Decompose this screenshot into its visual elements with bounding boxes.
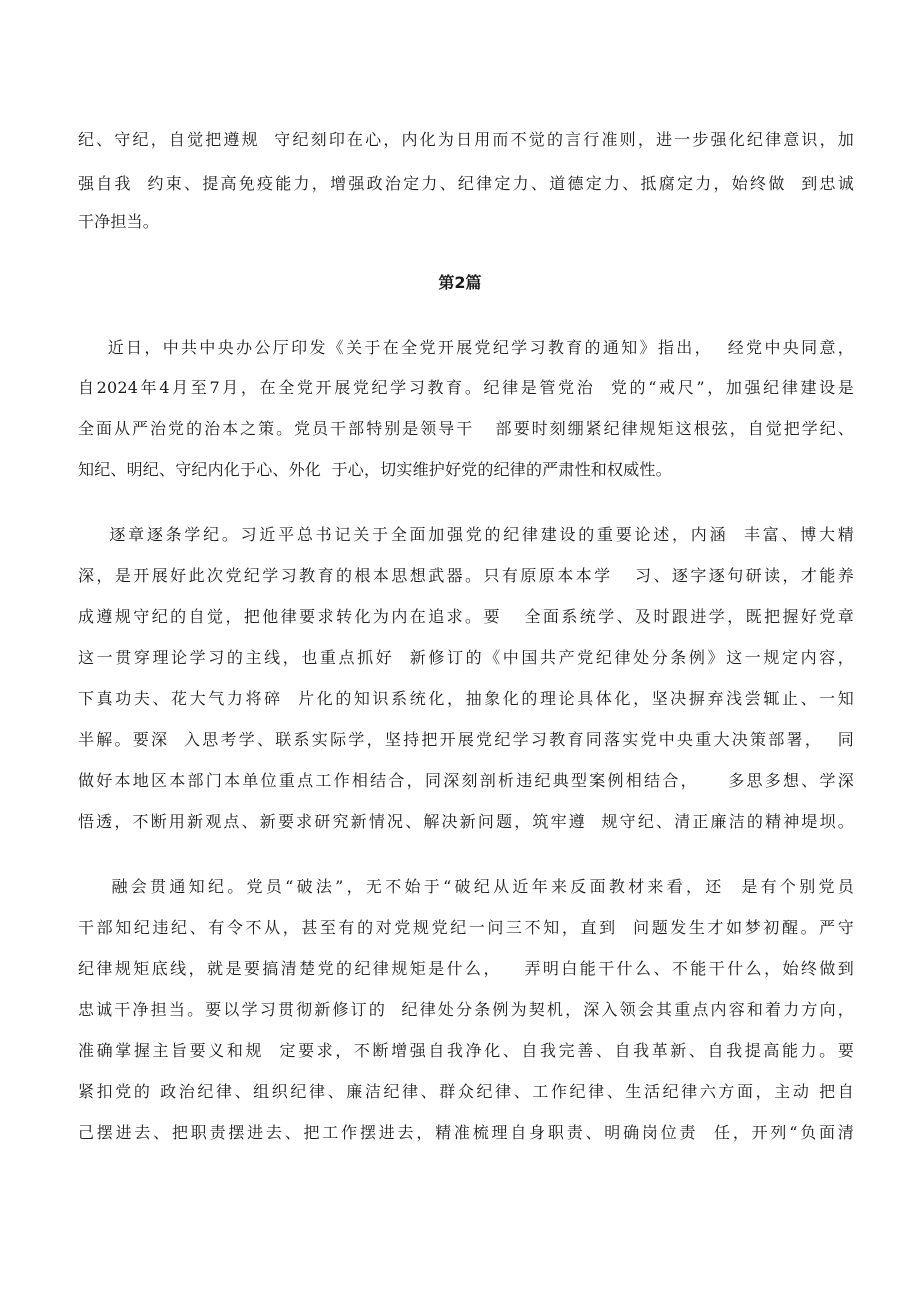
paragraph-1-line-2: 自2024年4月至7月，在全党开展党纪学习教育。纪律是管党治 党的“戒尺”，加强纪律建设是: [78, 378, 854, 397]
paragraph-2-line-5: 下真功夫、花大气力将碎 片化的知识系统化，抽象化的理论具体化，坚决摒弃浅尝辄止、一知: [78, 689, 854, 708]
paragraph-2-line-3: 成遵规守纪的自觉，把他律要求转化为内在追求。要 全面系统学、及时跟进学，既把握好党章: [78, 607, 854, 626]
paragraph-2-line-1: 逐章逐条学纪。习近平总书记关于全面加强党的纪律建设的重要论述，内涵 丰富、博大精: [78, 525, 854, 544]
paragraph-3-line-5: 准确掌握主旨要义和规 定要求，不断增强自我净化、自我完善、自我革新、自我提高能力。要: [78, 1041, 854, 1060]
intro-line-2: 强自我 约束、提高免疫能力，增强政治定力、纪律定力、道德定力、抵腐定力，始终做 到忠诚: [78, 174, 854, 193]
intro-line-3: 干净担当。: [78, 212, 160, 231]
paragraph-2-line-6: 半解。要深 入思考学、联系实际学，坚持把开展党纪学习教育同落实党中央重大决策部署， 同: [78, 730, 854, 749]
paragraph-2-line-2: 深，是开展好此次党纪学习教育的根本思想武器。只有原原本本学 习、逐字逐句研读，才能养: [78, 566, 854, 585]
paragraph-2-line-8: 悟透，不断用新观点、新要求研究新情况、解决新问题，筑牢遵 规守纪、清正廉洁的精神堤坝。: [78, 812, 854, 831]
paragraph-3-line-1: 融会贯通知纪。党员“破法”，无不始于“破纪从近年来反面教材来看，还 是有个别党员: [78, 877, 854, 896]
paragraph-3-line-6: 紧扣党的 政治纪律、组织纪律、廉洁纪律、群众纪律、工作纪律、生活纪律六方面，主动 把自: [78, 1082, 854, 1101]
paragraph-1-line-4: 知纪、明纪、守纪内化于心、外化 于心，切实维护好党的纪律的严肃性和权威性。: [78, 460, 672, 479]
paragraph-2-line-4: 这一贯穿理论学习的主线，也重点抓好 新修订的《中国共产党纪律处分条例》这一规定内容，: [78, 648, 854, 667]
paragraph-2-line-7: 做好本地区本部门本单位重点工作相结合，同深刻剖析违纪典型案例相结合， 多思多想、学深: [78, 771, 854, 790]
intro-line-1: 纪、守纪，自觉把遵规 守纪刻印在心，内化为日用而不觉的言行准则，进一步强化纪律意识，加: [78, 130, 854, 149]
section-heading: 第2篇: [438, 273, 482, 292]
paragraph-3-line-2: 干部知纪违纪、有令不从，甚至有的对党规党纪一问三不知，直到 问题发生才如梦初醒。严守: [78, 918, 854, 937]
paragraph-1-line-3: 全面从严治党的治本之策。党员干部特别是领导干 部要时刻绷紧纪律规矩这根弦，自觉把学纪、: [78, 419, 854, 438]
paragraph-1-line-1: 近日，中共中央办公厅印发《关于在全党开展党纪学习教育的通知》指出， 经党中央同意，: [78, 338, 854, 357]
paragraph-3-line-3: 纪律规矩底线，就是要搞清楚党的纪律规矩是什么， 弄明白能干什么、不能干什么，始终做到: [78, 959, 854, 978]
paragraph-3-line-7: 己摆进去、把职责摆进去、把工作摆进去，精准梳理自身职责、明确岗位责 任，开列“负面清: [78, 1123, 854, 1142]
paragraph-3-line-4: 忠诚干净担当。要以学习贯彻新修订的 纪律处分条例为契机，深入领会其重点内容和着力方向，: [78, 1000, 854, 1019]
